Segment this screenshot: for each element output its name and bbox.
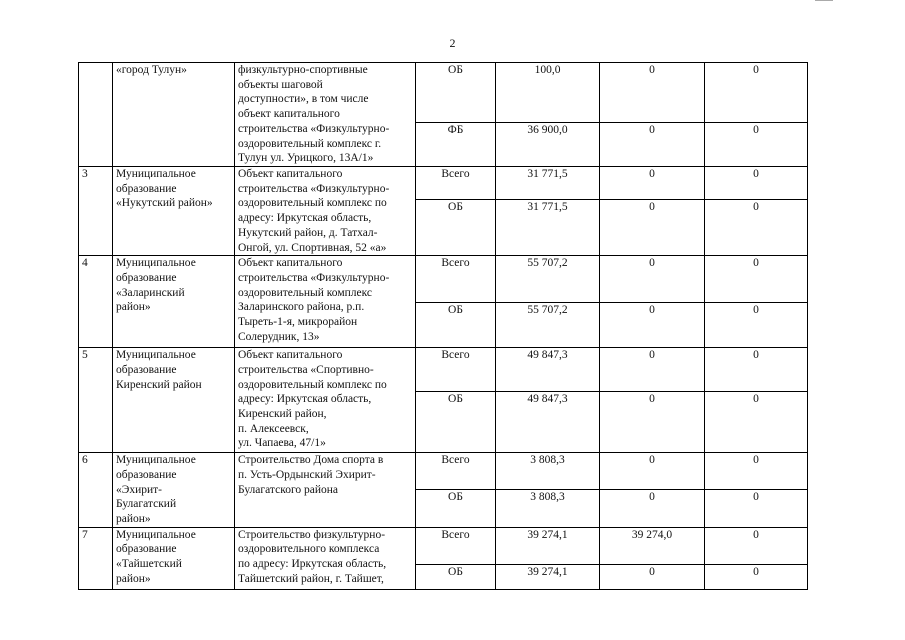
description-line: объект капитального — [238, 108, 340, 121]
funding-source: ОБ — [416, 199, 496, 255]
amount-total: 39 274,1 — [496, 527, 600, 564]
row-number: 7 — [79, 527, 113, 589]
amount-total: 100,0 — [496, 63, 600, 123]
funding-source: ФБ — [416, 123, 496, 167]
amount-total: 49 847,3 — [496, 392, 600, 453]
funding-source: Всего — [416, 256, 496, 303]
funding-source: Всего — [416, 167, 496, 200]
description-line: доступности», в том числе — [238, 93, 369, 106]
amount-year-2: 0 — [600, 453, 705, 490]
amount-year-2: 0 — [600, 564, 705, 589]
funding-source: ОБ — [416, 490, 496, 527]
amount-year-3: 0 — [705, 303, 808, 348]
description-line: по адресу: Иркутская область, — [238, 558, 387, 571]
description-line: Тайшетский район, г. Тайшет, — [238, 572, 384, 585]
funding-source: Всего — [416, 453, 496, 490]
funding-source: ОБ — [416, 63, 496, 123]
amount-year-2: 0 — [600, 348, 705, 392]
municipality-line: Муниципальное — [116, 454, 196, 467]
description-line: оздоровительный комплекс — [238, 286, 373, 299]
amount-year-2: 0 — [600, 63, 705, 123]
amount-year-2: 0 — [600, 199, 705, 255]
description-line: Объект капитального — [238, 257, 343, 270]
row-number — [79, 63, 113, 167]
funding-source: ОБ — [416, 564, 496, 589]
row-number: 3 — [79, 167, 113, 256]
municipality-line: образование — [116, 271, 177, 284]
row-number: 4 — [79, 256, 113, 348]
amount-year-2: 39 274,0 — [600, 527, 705, 564]
amount-year-3: 0 — [705, 453, 808, 490]
municipality-line: Киренский район — [116, 378, 202, 391]
object-description-cell — [235, 527, 416, 589]
description-line: п. Алексеевск, — [238, 422, 309, 435]
description-line: Объект капитального — [238, 168, 343, 180]
municipality-line: Муниципальное — [116, 168, 196, 180]
municipality-line: район» — [116, 572, 151, 585]
amount-year-2: 0 — [600, 392, 705, 453]
table-row — [79, 453, 808, 490]
row-number: 6 — [79, 453, 113, 528]
amount-total: 31 771,5 — [496, 199, 600, 255]
municipality-line: образование — [116, 363, 177, 376]
description-line: Тыреть-1-я, микрорайон — [238, 316, 358, 329]
municipality-cell — [113, 63, 235, 167]
amount-total: 49 847,3 — [496, 348, 600, 392]
object-description-cell — [235, 453, 416, 528]
description-line: оздоровительного комплекса — [238, 543, 380, 556]
amount-year-3: 0 — [705, 123, 808, 167]
description-line: Тулун ул. Урицкого, 13А/1» — [238, 152, 374, 165]
amount-year-3: 0 — [705, 63, 808, 123]
municipality-line: район» — [116, 513, 151, 526]
municipality-line: «Нукутский район» — [116, 197, 213, 210]
municipality-line: Муниципальное — [116, 349, 196, 362]
municipality-line: «Эхирит- — [116, 483, 163, 496]
table-row — [79, 256, 808, 303]
description-line: Солерудник, 13» — [238, 330, 320, 343]
description-line: строительства «Физкультурно- — [238, 182, 390, 195]
municipality-line: «Заларинский — [116, 286, 185, 299]
object-description-cell — [235, 63, 416, 167]
amount-year-2: 0 — [600, 303, 705, 348]
description-line: физкультурно-спортивные — [238, 64, 368, 76]
municipality-line: Муниципальное — [116, 257, 196, 270]
description-line: оздоровительный комплекс по — [238, 197, 387, 210]
amount-year-2: 0 — [600, 490, 705, 527]
table-row — [79, 348, 808, 392]
amount-total: 55 707,2 — [496, 303, 600, 348]
description-line: строительства «Спортивно- — [238, 363, 374, 376]
municipality-line: «Тайшетский — [116, 558, 182, 571]
description-line: адресу: Иркутская область, — [238, 393, 372, 406]
amount-year-3: 0 — [705, 199, 808, 255]
amount-total: 39 274,1 — [496, 564, 600, 589]
municipality-line: «город Тулун» — [116, 64, 187, 76]
description-line: Строительство Дома спорта в — [238, 454, 384, 467]
description-line: Киренский район, — [238, 408, 327, 421]
municipality-line: образование — [116, 182, 177, 195]
amount-year-3: 0 — [705, 490, 808, 527]
municipality-cell — [113, 256, 235, 348]
municipality-cell — [113, 527, 235, 589]
object-description-cell — [235, 348, 416, 453]
corner-scan-mark — [815, 0, 833, 1]
description-line: оздоровительный комплекс по — [238, 378, 387, 391]
description-line: Объект капитального — [238, 349, 343, 362]
municipality-line: район» — [116, 301, 151, 314]
funding-source: Всего — [416, 527, 496, 564]
object-description-cell — [235, 256, 416, 348]
description-line: п. Усть-Ордынский Эхирит- — [238, 468, 376, 481]
funding-source: ОБ — [416, 392, 496, 453]
description-line: Заларинского района, р.п. — [238, 301, 365, 314]
table-row — [79, 527, 808, 564]
amount-total: 3 808,3 — [496, 453, 600, 490]
table-row — [79, 63, 808, 123]
description-line: адресу: Иркутская область, — [238, 212, 372, 225]
row-number: 5 — [79, 348, 113, 453]
amount-year-3: 0 — [705, 348, 808, 392]
municipality-cell — [113, 348, 235, 453]
description-line: Нукутский район, д. Татхал- — [238, 226, 378, 239]
amount-year-3: 0 — [705, 167, 808, 200]
amount-year-2: 0 — [600, 167, 705, 200]
amount-year-3: 0 — [705, 256, 808, 303]
municipality-line: Муниципальное — [116, 528, 196, 541]
municipality-line: образование — [116, 468, 177, 481]
amount-year-3: 0 — [705, 564, 808, 589]
description-line: строительства «Физкультурно- — [238, 271, 390, 284]
municipality-line: Булагатский — [116, 498, 177, 511]
description-line: объекты шаговой — [238, 78, 323, 91]
amount-total: 36 900,0 — [496, 123, 600, 167]
description-line: строительства «Физкультурно- — [238, 122, 390, 135]
municipality-cell — [113, 167, 235, 256]
description-line: Онгой, ул. Спортивная, 52 «а» — [238, 241, 387, 254]
description-line: оздоровительный комплекс г. — [238, 137, 382, 150]
financing-table — [78, 62, 808, 590]
amount-total: 55 707,2 — [496, 256, 600, 303]
description-line: Булагатского района — [238, 483, 339, 496]
amount-total: 3 808,3 — [496, 490, 600, 527]
municipality-cell — [113, 453, 235, 528]
description-line: ул. Чапаева, 47/1» — [238, 437, 326, 450]
amount-year-3: 0 — [705, 527, 808, 564]
amount-year-3: 0 — [705, 392, 808, 453]
funding-source: ОБ — [416, 303, 496, 348]
object-description-cell — [235, 167, 416, 256]
description-line: Строительство физкультурно- — [238, 528, 386, 541]
page-number: 2 — [449, 36, 456, 50]
municipality-line: образование — [116, 543, 177, 556]
amount-year-2: 0 — [600, 256, 705, 303]
table-row — [79, 167, 808, 200]
amount-total: 31 771,5 — [496, 167, 600, 200]
amount-year-2: 0 — [600, 123, 705, 167]
funding-source: Всего — [416, 348, 496, 392]
